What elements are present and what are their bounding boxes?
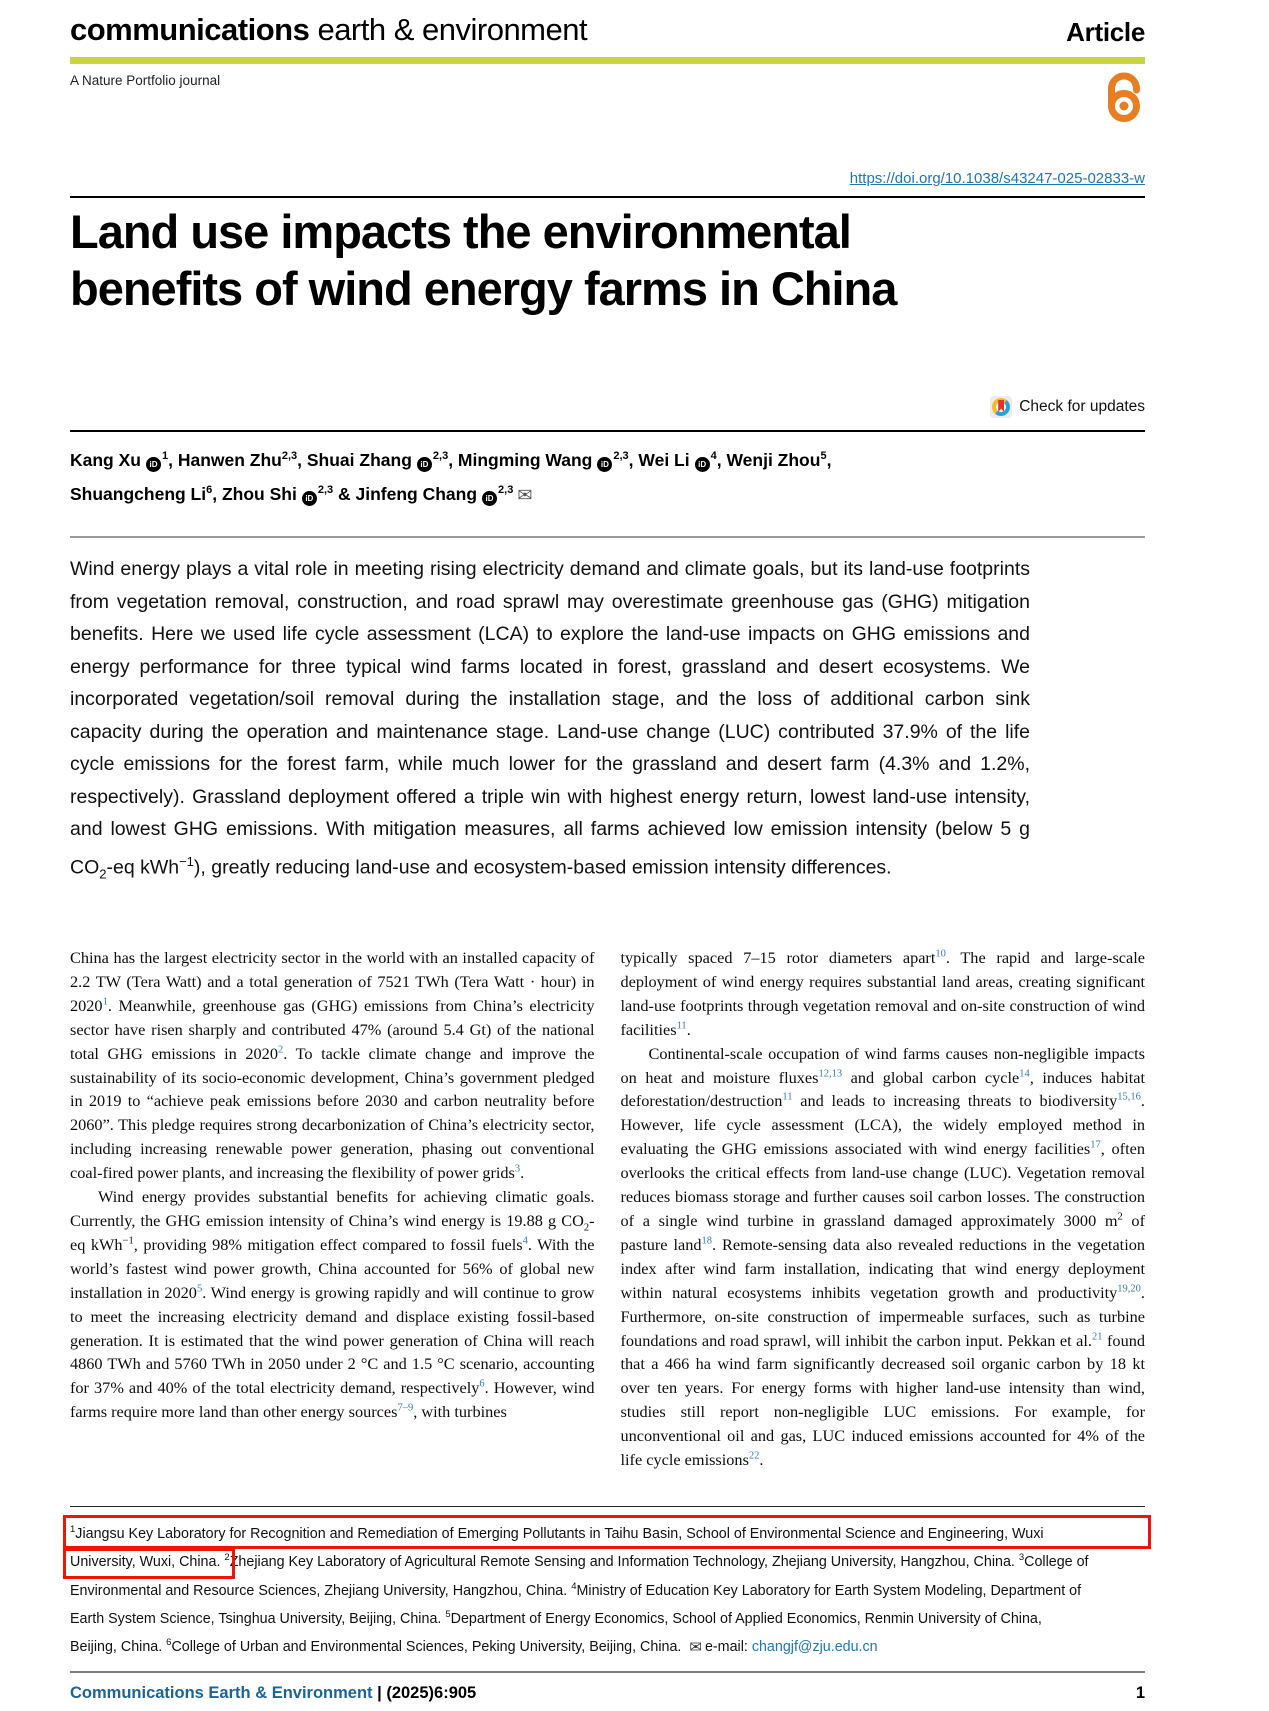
- body-column-left: [70, 946, 595, 1472]
- orcid-icon: [417, 457, 432, 472]
- accent-bar: [70, 57, 1145, 64]
- paragraph-intro-1: China has the largest electricity sector in the world with an installed capacity of 2.2 TW (Tera Watt) and a total generation of 7521 TWh (Tera Watt · hour) in 2020$^1$. Meanwhile, greenhouse gas (GHG) emissions from China’s electricity sector have risen sharply and contributed 47% (around 5.4 Gt) of the national total GHG emissions in 2020$^2$. To tackle climate change and improve the sustainability of its socio-economic development, China’s government pledged in 2019 to “achieve peak emissions before 2030 and carbon neutrality before 2060”. This pledge requires strong decarbonization of China’s electricity sector, including increasing renewable power generation, phasing out conventional coal-fired power plants, and increasing the flexibility of power grids$^3$.: [70, 948, 595, 1183]
- orcid-icon: [695, 457, 710, 472]
- body-columns: [70, 946, 1145, 1472]
- mail-icon: [689, 1636, 702, 1661]
- journal-header: [70, 12, 1145, 88]
- orcid-icon: [302, 491, 317, 506]
- crossmark-icon: [990, 396, 1012, 418]
- title-line-2: benefits of wind energy farms in China: [70, 262, 897, 315]
- journal-name-bold: communications: [70, 12, 310, 47]
- masthead: [70, 12, 1145, 48]
- abstract-text: Wind energy plays a vital role in meeting rising electricity demand and climate goals, but its land-use footprints from vegetation removal, construction, and road sprawl may overestimate greenhouse gas (GHG) mitigation benefits. Here we used life cycle assessment (LCA) to explore the land-use impacts on GHG emissions and energy performance for three typical wind farms located in forest, grassland and desert ecosystems. We incorporated vegetation/soil removal during the installation stage, and the loss of additional carbon sink capacity during the operation and maintenance stage. Land-use change (LUC) contributed 37.9% of the life cycle emissions for the forest farm, while much lower for the grassland and desert farm (4.3% and 1.2%, respectively). Grassland deployment offered a triple win with highest energy return, lowest land-use intensity, and lowest GHG emissions. With mitigation measures, all farms achieved low emission intensity (below 5 g $CO_2-eq$ kWh$^{-1}$), greatly reducing land-use and ecosystem-based emission intensity differences.: [70, 558, 1030, 881]
- page-footer: [70, 1684, 1145, 1703]
- journal-name-light: earth & environment: [317, 12, 588, 47]
- divider-above-footnotes: [70, 1506, 1145, 1507]
- check-for-updates-label: Check for updates: [1019, 398, 1145, 415]
- footer-citation: [70, 1684, 476, 1703]
- affiliation-line: Earth System Science, Tsinghua University, Beijing, China. $^5$Department of Energy Economics, School of Applied Economics, Renmin University of China,: [70, 1609, 1042, 1627]
- paragraph-intro-3: typically spaced 7–15 rotor diameters apart$^{10}$. The rapid and large-scale deployment of wind energy requires substantial land areas, creating significant land-use footprints through vegetation removal and on-site construction of wind facilities$^{11}$.: [620, 948, 1145, 1039]
- body-column-right: [621, 946, 1146, 1472]
- journal-wordmark: [70, 12, 587, 48]
- title-line-1: Land use impacts the environmental: [70, 205, 851, 258]
- open-access-icon: [1103, 72, 1145, 124]
- divider-under-doi: [70, 196, 1145, 198]
- footer-journal-name: Communications Earth & Environment: [70, 1684, 373, 1702]
- article-type-label: Article: [1066, 17, 1145, 47]
- divider-above-abstract: [70, 536, 1145, 538]
- divider-above-authors: [70, 430, 1145, 432]
- affiliation-line: University, Wuxi, China. $^2$Zhejiang Key Laboratory of Agricultural Remote Sensing and Information Technology, Zhejiang University, Hangzhou, China. $^3$College of: [70, 1552, 1089, 1571]
- author-list: Kang XuiD $^1$, Hanwen Zhu$^{2,3}$, Shuai ZhangiD $^{2,3}$, Mingming WangiD $^{2,3}$, Wei LiiD $^4$, Wenji Zhou$^5$, Shuangcheng Li$^6$, Zhou ShiiD $^{2,3}$ & Jinfeng ChangiD $^{2,3}$✉: [70, 441, 1145, 510]
- check-for-updates-badge[interactable]: [990, 396, 1145, 418]
- paragraph-intro-2: Wind energy provides substantial benefits for achieving climatic goals. Currently, the GHG emission intensity of China’s wind energy is 19.88 g $CO_2-eq$ kWh$^{-1}$, providing 98% mitigation effect compared to fossil fuels$^4$. With the world’s fastest wind power growth, China accounted for 56% of global new installation in 2020$^5$. Wind energy is growing rapidly and will continue to grow to meet the increasing electricity demand and displace existing fossil-based generation. It is estimated that the wind power generation of China will reach 4860 TWh and 5760 TWh in 2050 under 2 °C and 1.5 °C scenario, accounting for 37% and 40% of the total electricity demand, respectively$^6$. However, wind farms require more land than other energy sources$^{7-9}$, with turbines: [70, 1187, 595, 1422]
- orcid-icon: [482, 491, 497, 506]
- annotation-red-box-1: [63, 1515, 1151, 1549]
- mail-icon: [517, 480, 532, 510]
- doi-link[interactable]: https://doi.org/10.1038/s43247-025-02833-w: [849, 170, 1145, 187]
- affiliation-line: $^1$Jiangsu Key Laboratory for Recognition and Remediation of Emerging Pollutants in Taihu Basin, School of Environmental Science and Engineering, Wuxi: [70, 1524, 1044, 1542]
- annotation-red-box-2: [63, 1548, 235, 1579]
- orcid-icon: [146, 457, 161, 472]
- affiliation-line: Environmental and Resource Sciences, Zhejiang University, Hangzhou, China. $^4$Ministry of Education Key Laboratory for Earth System Modeling, Department of: [70, 1580, 1082, 1599]
- paragraph-intro-4: Continental-scale occupation of wind farms causes non-negligible impacts on heat and moisture fluxes$^{12,13}$ and global carbon cycle$^{14}$, induces habitat deforestation/destruction$^{11}$ and leads to increasing threats to biodiversity$^{15,16}$. However, life cycle assessment (LCA), the widely employed method in evaluating the GHG emissions associated with wind energy facilities$^{17}$, often overlooks the critical effects from land-use change (LUC). Vegetation removal reduces biomass storage and further causes soil carbon losses. The construction of a single wind turbine in grassland damaged approximately 3000 $m^2$ of pasture land$^{18}$. Remote-sensing data also revealed reductions in the vegetation index after wind farm installation, indicating that wind energy deployment within natural ecosystems inhibits vegetation growth and productivity$^{19,20}$. Furthermore, on-site construction of impermeable surfaces, such as turbine foundations and road sprawl, will inhibit the carbon input. Pekkan et al.$^{21}$ found that a 466 ha wind farm significantly decreased soil organic carbon by 18 kt over ten years. For energy forms with higher land-use intensity than wind, studies still report non-negligible LUC emissions. For example, for unconventional oil and gas, LUC induced emissions accounted for 4% of the life cycle emissions$^{22}$.: [620, 1043, 1146, 1470]
- page-title: [70, 203, 1145, 317]
- footer-volume-citation: | (2025)6:905: [372, 1684, 477, 1702]
- affiliation-line: Beijing, China. $^6$College of Urban and Environmental Sciences, Peking University, Beijing, China. ✉e-mail: changjf@zju.edu.cn: [70, 1631, 1145, 1660]
- journal-tagline: A Nature Portfolio journal: [70, 73, 221, 88]
- divider-above-footer: [70, 1671, 1145, 1673]
- page-number: 1: [1135, 1684, 1145, 1702]
- orcid-icon: [597, 457, 612, 472]
- email-link[interactable]: changjf@zju.edu.cn: [751, 1639, 878, 1656]
